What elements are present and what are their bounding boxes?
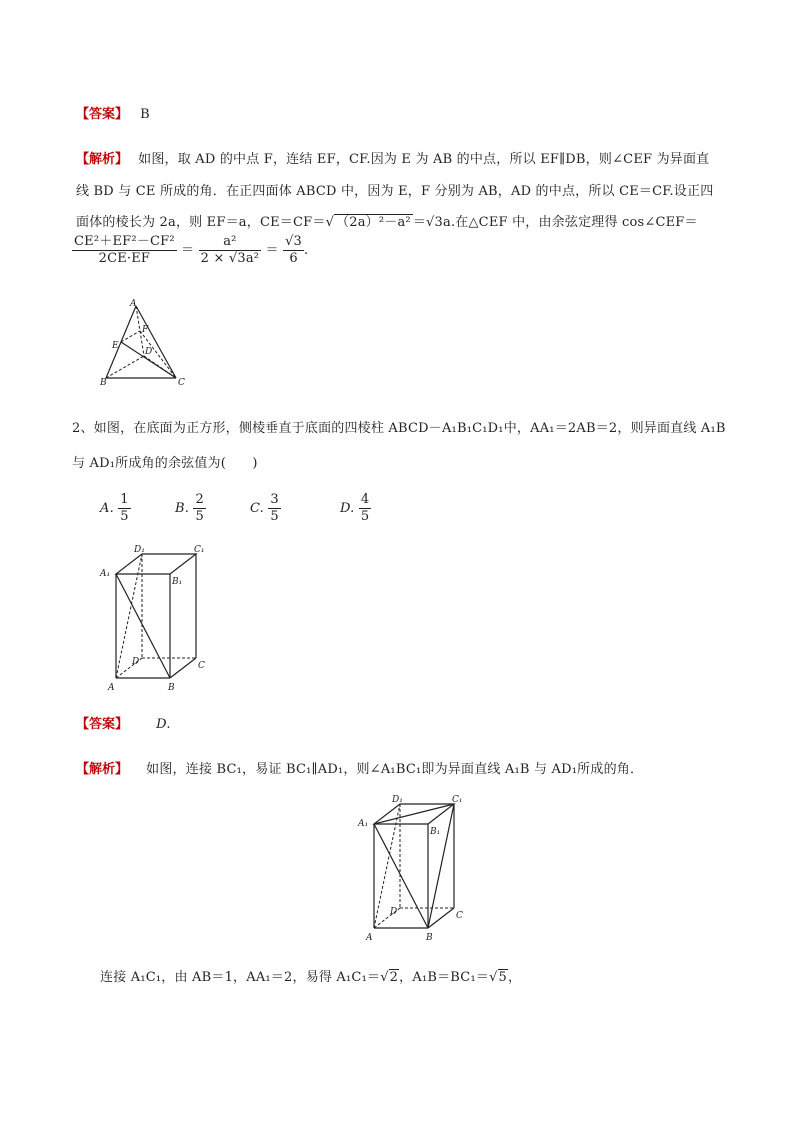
option-d[interactable] — [340, 492, 371, 525]
sqrt-sign: √ — [380, 970, 389, 985]
option-c[interactable] — [250, 492, 281, 525]
answer-2 — [76, 713, 171, 732]
prism-figure — [96, 540, 216, 696]
label-b1: B₁ — [430, 827, 441, 837]
sqrt-sign: √ — [426, 215, 435, 230]
answer-tag: 【答案】 — [76, 717, 129, 732]
option-fraction — [118, 492, 130, 525]
option-fraction — [193, 492, 205, 525]
analysis-text: 面体的棱长为 2a，则 EF＝a，CE＝CF＝ — [76, 215, 326, 230]
final-line — [100, 966, 521, 985]
question-2-line-1: 2、如图，在底面为正方形，侧棱垂直于底面的四棱柱 ABCD－A₁B₁C₁D₁中，AA₁＝2AB＝2，则异面直线 A₁B — [72, 421, 726, 436]
period: . — [304, 243, 309, 258]
label-a: A — [108, 683, 115, 693]
analysis-1-fractions — [72, 234, 308, 267]
fraction-result — [283, 234, 304, 267]
fraction-numerator: 1 — [120, 492, 129, 507]
label-b: B — [168, 683, 175, 693]
final-text: ， — [508, 970, 522, 985]
label-a1: A₁ — [358, 819, 369, 829]
analysis-text: 3a.在△CEF 中，由余弦定理得 cos∠CEF＝ — [434, 215, 698, 230]
answer-tag: 【答案】 — [76, 107, 129, 122]
label-d: D — [132, 657, 140, 667]
fraction-denominator: 5 — [270, 509, 279, 524]
sqrt-sign: √ — [325, 215, 335, 230]
label-a: A — [130, 299, 137, 309]
analysis-1-line-3 — [76, 211, 698, 230]
option-b[interactable] — [175, 492, 206, 525]
fraction-numerator: 4 — [360, 492, 370, 507]
fraction-denominator: 2CE·EF — [98, 251, 151, 266]
answer-1 — [76, 103, 150, 122]
sqrt-body: （2a）²－a² — [336, 215, 411, 230]
analysis-tag: 【解析】 — [76, 152, 129, 167]
label-c: C — [178, 378, 185, 388]
option-letter: A. — [100, 501, 114, 516]
top-face — [116, 554, 196, 574]
fraction-numerator: CE²＋EF²－CF² — [74, 234, 175, 249]
final-text: 连接 A₁C₁，由 AB＝1，AA₁＝2，易得 A₁C₁＝ — [100, 970, 381, 985]
label-c: C — [198, 661, 205, 671]
option-fraction — [268, 492, 280, 525]
fraction-denominator: 6 — [289, 251, 298, 266]
fraction-numerator: 3 — [270, 492, 279, 507]
fraction-numerator: 2 — [195, 492, 204, 507]
analysis-1-line-1 — [76, 148, 709, 167]
fraction-cos-law — [72, 234, 177, 267]
label-d: D — [390, 907, 398, 917]
equals: ＝ — [412, 215, 427, 230]
fraction-numerator: √3 — [285, 234, 303, 249]
label-d1: D₁ — [134, 545, 145, 555]
diagonal-a1c1 — [374, 804, 454, 824]
label-c1: C₁ — [452, 795, 463, 805]
diagonal-bc1 — [428, 804, 454, 928]
label-d1: D₁ — [392, 795, 403, 805]
equals: ＝ — [265, 243, 279, 258]
label-c1: C₁ — [194, 545, 205, 555]
diagonal-a1b — [374, 824, 428, 928]
analysis-text: 如图，连接 BC₁，易证 BC₁∥AD₁，则∠A₁BC₁即为异面直线 A₁B 与 AD₁所成的角． — [146, 762, 644, 777]
option-letter: C. — [250, 501, 265, 516]
label-b: B — [100, 378, 107, 388]
option-fraction — [359, 492, 371, 525]
sqrt-body: 5 — [498, 970, 508, 985]
answer-value: D. — [156, 717, 171, 732]
fraction-denominator: 5 — [195, 509, 204, 524]
fraction-substituted — [199, 234, 262, 267]
sqrt-sign: √ — [489, 970, 498, 985]
fraction-numerator: a² — [199, 234, 262, 251]
option-a[interactable] — [100, 492, 131, 525]
tetrahedron-figure — [96, 296, 196, 390]
answer-value: B — [140, 107, 150, 122]
equals: ＝ — [181, 243, 195, 258]
label-a: A — [366, 933, 373, 943]
label-b: B — [426, 933, 433, 943]
label-d: D — [145, 347, 153, 357]
diagonal-a1b — [116, 574, 170, 678]
option-letter: B. — [175, 501, 190, 516]
fraction-denominator: 5 — [120, 509, 129, 524]
label-c: C — [456, 911, 463, 921]
label-a1: A₁ — [100, 569, 111, 579]
final-text: ，A₁B＝BC₁＝ — [399, 970, 490, 985]
analysis-text: 如图，取 AD 的中点 F，连结 EF，CF.因为 E 为 AB 的中点，所以 EF∥DB，则∠CEF 为异面直 — [138, 152, 710, 167]
edge-bd — [106, 356, 144, 378]
fraction-denominator: 2 × √3a² — [200, 251, 260, 266]
label-f: F — [142, 325, 149, 335]
label-b1: B₁ — [172, 577, 183, 587]
question-2-line-2: 与 AD₁所成角的余弦值为( ) — [72, 456, 258, 471]
analysis-tag: 【解析】 — [76, 762, 129, 777]
sqrt-body: 2 — [389, 970, 399, 985]
analysis-1-line-2: 线 BD 与 CE 所成的角．在正四面体 ABCD 中，因为 E，F 分别为 AB，AD 的中点，所以 CE＝CF.设正四 — [76, 184, 714, 199]
prism-figure-bc1 — [354, 790, 474, 946]
label-e: E — [112, 341, 119, 351]
option-letter: D. — [340, 501, 355, 516]
edge-bc — [170, 658, 196, 678]
fraction-denominator: 5 — [360, 509, 370, 524]
analysis-2 — [76, 758, 643, 777]
